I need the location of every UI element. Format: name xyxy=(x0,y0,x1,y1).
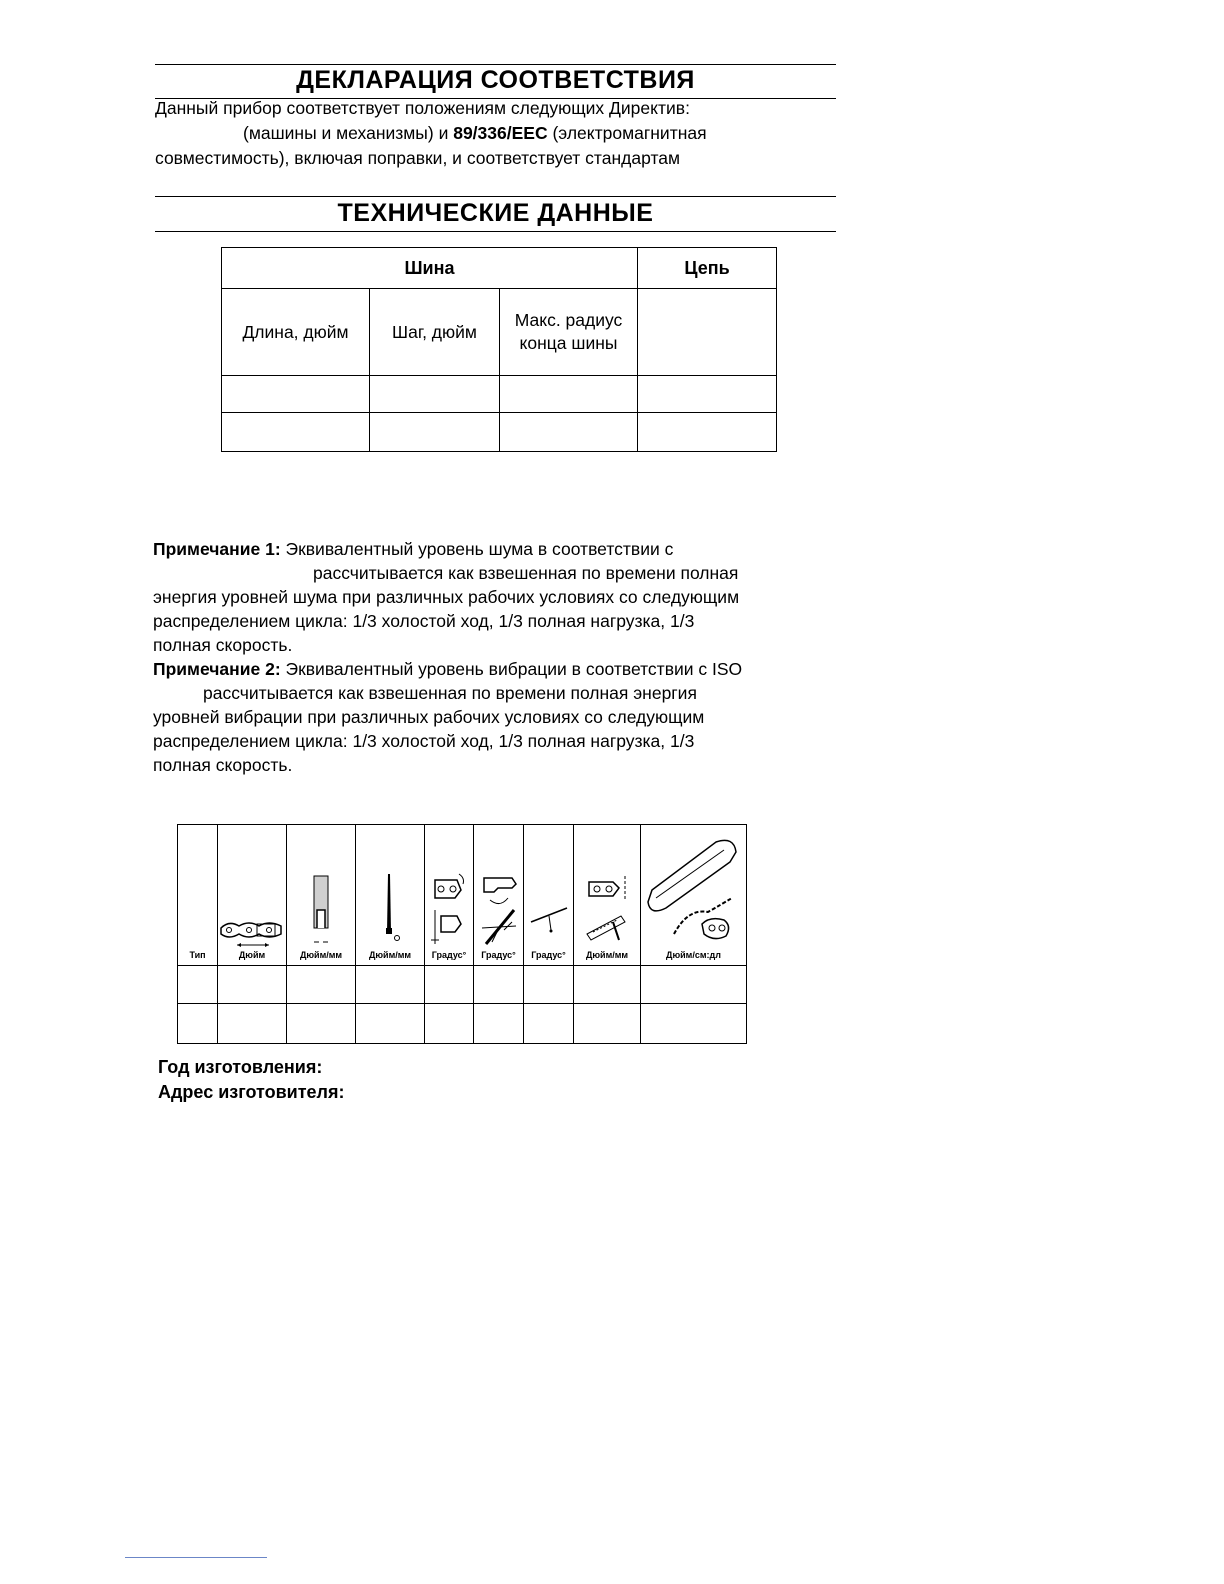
bar-and-chain-icon xyxy=(644,838,744,950)
file-unit-label: Дюйм/мм xyxy=(368,950,412,960)
note-2-text: Эквивалентный уровень вибрации в соответствии с ISO xyxy=(280,659,743,679)
angle-1-header xyxy=(425,825,474,966)
chain-spec-table xyxy=(177,824,747,1044)
depth-gauge-header xyxy=(574,825,641,966)
declaration-line-2-post: (электромагнитная xyxy=(547,123,707,143)
table-row xyxy=(178,1004,747,1044)
table-cell xyxy=(222,413,370,452)
table-cell xyxy=(178,1004,218,1044)
col-pitch: Шаг, дюйм xyxy=(370,289,500,376)
pitch-unit-label: Дюйм xyxy=(238,950,266,960)
note-2-line-2: рассчитывается как взвешенная по времени полная энергия xyxy=(203,683,697,703)
pitch-header xyxy=(218,825,287,966)
declaration-line-2-pre: (машины и механизмы) и xyxy=(243,123,454,143)
directive-code: 89/336/EEC xyxy=(453,123,548,143)
table-cell xyxy=(474,966,524,1004)
angle-2-header xyxy=(474,825,524,966)
declaration-line-3: совместимость), включая поправки, и соответствует стандартам xyxy=(155,148,681,168)
table-cell xyxy=(574,966,641,1004)
note-1-line-3: энергия уровней шума при различных рабочих условиях со следующим xyxy=(153,587,740,607)
chain-cell xyxy=(638,289,777,376)
table-cell xyxy=(218,1004,287,1044)
side-plate-angle-icon xyxy=(478,870,520,950)
table-cell xyxy=(638,376,777,413)
depth-gauge-icon xyxy=(579,870,635,950)
note-2-label: Примечание 2: xyxy=(153,659,281,679)
table-cell xyxy=(218,966,287,1004)
footer-divider xyxy=(125,1557,267,1558)
bar-length-header xyxy=(641,825,747,966)
note-2-line-1 xyxy=(153,657,742,681)
table-cell xyxy=(574,1004,641,1044)
bar-header: Шина xyxy=(222,248,638,289)
note-1-line-5: полная скорость. xyxy=(153,635,293,655)
declaration-title: ДЕКЛАРАЦИЯ СООТВЕТСТВИЯ xyxy=(296,66,695,94)
table-cell xyxy=(524,1004,574,1044)
cutter-top-plate-angle-icon xyxy=(429,870,469,950)
tech-title: ТЕХНИЧЕСКИЕ ДАННЫЕ xyxy=(337,199,654,227)
table-row xyxy=(222,376,777,413)
file-holder-angle-icon xyxy=(527,870,571,950)
note-2-line-5: полная скорость. xyxy=(153,755,293,775)
table-row xyxy=(222,413,777,452)
bar-length-unit-label: Дюйм/см:дл xyxy=(666,950,721,960)
bar-chain-table xyxy=(221,247,777,452)
depth-gauge-unit-label: Дюйм/мм xyxy=(585,950,629,960)
type-label: Тип xyxy=(189,950,206,960)
table-cell xyxy=(356,966,425,1004)
table-cell xyxy=(370,413,500,452)
note-2-line-4: распределением цикла: 1/3 холостой ход, 1/3 полная нагрузка, 1/3 xyxy=(153,731,695,751)
manufacturer-address-label: Адрес изготовителя: xyxy=(158,1082,345,1102)
table-cell xyxy=(641,1004,747,1044)
table-cell xyxy=(638,413,777,452)
declaration-line-2 xyxy=(243,121,707,145)
note-1-label: Примечание 1: xyxy=(153,539,281,559)
year-of-manufacture-label: Год изготовления: xyxy=(158,1057,323,1077)
chain-pitch-icon xyxy=(219,910,285,950)
angle-3-header xyxy=(524,825,574,966)
note-1-line-4: распределением цикла: 1/3 холостой ход, 1/3 полная нагрузка, 1/3 xyxy=(153,611,695,631)
note-2-line-3: уровней вибрации при различных рабочих условиях со следующим xyxy=(153,707,705,727)
col-radius: Макс. радиус конца шины xyxy=(500,289,638,376)
type-header xyxy=(178,825,218,966)
table-cell xyxy=(287,1004,356,1044)
table-cell xyxy=(370,376,500,413)
table-cell xyxy=(641,966,747,1004)
file-header xyxy=(356,825,425,966)
table-cell xyxy=(524,966,574,1004)
note-1-line-1 xyxy=(153,537,673,561)
declaration-line-1: Данный прибор соответствует положениям следующих Директив: xyxy=(155,98,690,118)
table-cell xyxy=(500,376,638,413)
table-cell xyxy=(474,1004,524,1044)
table-cell xyxy=(356,1004,425,1044)
note-1-line-2: рассчитывается как взвешенная по времени полная xyxy=(313,563,739,583)
table-cell xyxy=(222,376,370,413)
table-cell xyxy=(425,1004,474,1044)
gauge-header xyxy=(287,825,356,966)
drive-link-gauge-icon xyxy=(306,870,336,950)
col-length: Длина, дюйм xyxy=(222,289,370,376)
angle-3-unit-label: Градус° xyxy=(531,950,566,960)
chain-header: Цепь xyxy=(638,248,777,289)
table-cell xyxy=(425,966,474,1004)
angle-2-unit-label: Градус° xyxy=(481,950,516,960)
round-file-icon xyxy=(375,870,405,950)
note-1-text: Эквивалентный уровень шума в соответствии с xyxy=(280,539,674,559)
table-cell xyxy=(287,966,356,1004)
angle-1-unit-label: Градус° xyxy=(431,950,467,960)
gauge-unit-label: Дюйм/мм xyxy=(299,950,343,960)
table-row xyxy=(178,966,747,1004)
table-cell xyxy=(178,966,218,1004)
table-cell xyxy=(500,413,638,452)
tech-title-underline xyxy=(155,231,836,232)
